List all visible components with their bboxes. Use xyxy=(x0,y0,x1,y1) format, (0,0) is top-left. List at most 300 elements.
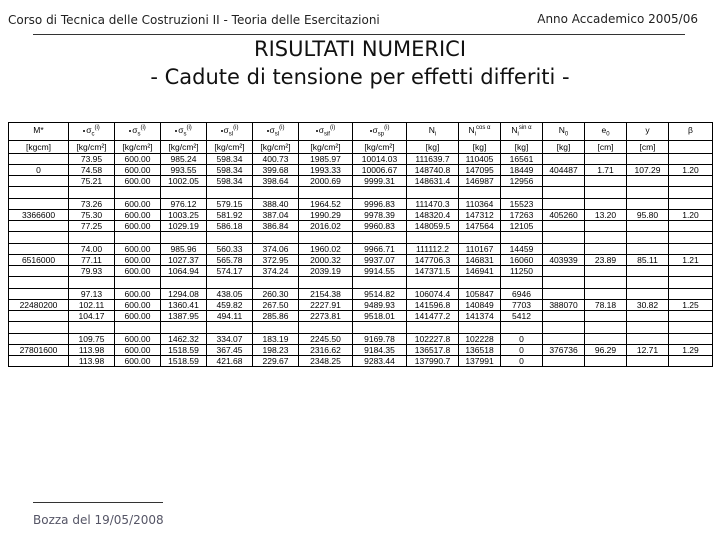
empty-cell xyxy=(161,231,207,243)
results-body xyxy=(9,153,713,366)
empty-cell xyxy=(299,276,353,288)
moment-cell xyxy=(9,153,69,164)
moment-cell xyxy=(9,265,69,276)
table-row xyxy=(9,355,713,366)
column-header-superscript: (i) xyxy=(279,125,285,131)
value-cell: 111639.7 xyxy=(407,153,459,164)
value-cell: 9996.83 xyxy=(353,198,407,209)
column-header xyxy=(543,123,585,141)
value-cell: 600.00 xyxy=(115,198,161,209)
empty-cell xyxy=(253,231,299,243)
value-cell: 229.67 xyxy=(253,355,299,366)
value-cell: 2227.91 xyxy=(299,299,353,310)
n0-cell xyxy=(543,355,585,366)
value-cell: 600.00 xyxy=(115,209,161,220)
column-header-symbol: σ xyxy=(269,124,275,135)
column-header-symbol: N xyxy=(511,124,518,135)
e0-cell xyxy=(585,175,627,186)
value-cell: 586.18 xyxy=(207,220,253,231)
n0-cell xyxy=(543,198,585,209)
empty-cell xyxy=(9,186,69,198)
value-cell: 146941 xyxy=(459,265,501,276)
column-header-subscript: 0 xyxy=(564,131,569,138)
n0-cell xyxy=(543,220,585,231)
empty-cell xyxy=(353,186,407,198)
value-cell: 74.58 xyxy=(69,164,115,175)
y-cell xyxy=(627,153,669,164)
e0-cell xyxy=(585,198,627,209)
y-cell: 12.71 xyxy=(627,344,669,355)
value-cell: 77.11 xyxy=(69,254,115,265)
column-header-symbol: y xyxy=(645,124,650,135)
value-cell: 387.04 xyxy=(253,209,299,220)
beta-cell xyxy=(669,355,713,366)
y-cell xyxy=(627,355,669,366)
column-header-subscript: i xyxy=(517,131,519,138)
beta-cell: 1.29 xyxy=(669,344,713,355)
value-cell: 600.00 xyxy=(115,153,161,164)
value-cell: 136517.8 xyxy=(407,344,459,355)
value-cell: 598.34 xyxy=(207,164,253,175)
value-cell: 0 xyxy=(501,344,543,355)
value-cell: 459.82 xyxy=(207,299,253,310)
value-cell: 9184.35 xyxy=(353,344,407,355)
empty-cell xyxy=(299,186,353,198)
empty-cell xyxy=(543,276,585,288)
n0-cell: 388070 xyxy=(543,299,585,310)
value-cell: 438.05 xyxy=(207,288,253,299)
column-header-subscript: i xyxy=(434,131,437,138)
table-row xyxy=(9,310,713,321)
value-cell: 1960.02 xyxy=(299,243,353,254)
beta-cell: 1.25 xyxy=(669,299,713,310)
value-cell: 148059.5 xyxy=(407,220,459,231)
value-cell: 1064.94 xyxy=(161,265,207,276)
value-cell: 367.45 xyxy=(207,344,253,355)
moment-cell xyxy=(9,310,69,321)
column-header-symbol: N xyxy=(558,124,565,135)
column-header xyxy=(353,123,407,141)
e0-cell xyxy=(585,310,627,321)
value-cell: 147312 xyxy=(459,209,501,220)
value-cell: 1518.59 xyxy=(161,344,207,355)
empty-cell xyxy=(253,321,299,333)
value-cell: 75.21 xyxy=(69,175,115,186)
column-header-subscript: sl xyxy=(274,131,280,138)
column-header-subscript: s xyxy=(137,131,141,138)
empty-cell xyxy=(9,321,69,333)
n0-cell xyxy=(543,265,585,276)
value-cell: 372.95 xyxy=(253,254,299,265)
column-header-superscript: (i) xyxy=(384,125,390,131)
value-cell: 141596.8 xyxy=(407,299,459,310)
empty-cell xyxy=(459,186,501,198)
y-cell xyxy=(627,333,669,344)
y-cell: 30.82 xyxy=(627,299,669,310)
table-row xyxy=(9,164,713,175)
value-cell: 16060 xyxy=(501,254,543,265)
column-header-superscript: (i) xyxy=(233,125,239,131)
empty-cell xyxy=(207,276,253,288)
column-header-subscript: i xyxy=(474,131,476,138)
empty-cell xyxy=(69,321,115,333)
empty-cell xyxy=(115,321,161,333)
value-cell: 374.06 xyxy=(253,243,299,254)
value-cell: 148320.4 xyxy=(407,209,459,220)
empty-cell xyxy=(669,186,713,198)
moment-cell xyxy=(9,175,69,186)
table-row xyxy=(9,175,713,186)
value-cell: 10006.67 xyxy=(353,164,407,175)
value-cell: 600.00 xyxy=(115,299,161,310)
results-table xyxy=(8,122,713,367)
n0-cell xyxy=(543,175,585,186)
value-cell: 9518.01 xyxy=(353,310,407,321)
dot-icon xyxy=(370,130,372,132)
value-cell: 600.00 xyxy=(115,243,161,254)
column-header-subscript: 0 xyxy=(606,131,610,138)
value-cell: 598.34 xyxy=(207,153,253,164)
table-row xyxy=(9,243,713,254)
beta-cell: 1.20 xyxy=(669,209,713,220)
n0-cell: 404487 xyxy=(543,164,585,175)
empty-cell xyxy=(459,276,501,288)
beta-cell xyxy=(669,265,713,276)
value-cell: 102.11 xyxy=(69,299,115,310)
course-title: Corso di Tecnica delle Costruzioni II - Teoria delle Esercitazioni xyxy=(8,13,380,27)
n0-cell xyxy=(543,310,585,321)
y-cell xyxy=(627,220,669,231)
value-cell: 1294.08 xyxy=(161,288,207,299)
value-cell: 9489.93 xyxy=(353,299,407,310)
beta-cell xyxy=(669,220,713,231)
value-cell: 565.78 xyxy=(207,254,253,265)
unit-cell: [kg] xyxy=(543,140,585,153)
value-cell: 147564 xyxy=(459,220,501,231)
value-cell: 1029.19 xyxy=(161,220,207,231)
empty-cell xyxy=(407,231,459,243)
n0-cell xyxy=(543,288,585,299)
value-cell: 285.86 xyxy=(253,310,299,321)
value-cell: 11250 xyxy=(501,265,543,276)
empty-cell xyxy=(353,231,407,243)
value-cell: 146987 xyxy=(459,175,501,186)
column-header-symbol: σ xyxy=(318,124,324,135)
spacer-row xyxy=(9,186,713,198)
value-cell: 398.64 xyxy=(253,175,299,186)
empty-cell xyxy=(543,321,585,333)
unit-cell: [kg/cm²] xyxy=(207,140,253,153)
column-header-subscript: sif xyxy=(323,131,330,138)
value-cell: 2245.50 xyxy=(299,333,353,344)
value-cell: 976.12 xyxy=(161,198,207,209)
value-cell: 0 xyxy=(501,333,543,344)
empty-cell xyxy=(669,276,713,288)
value-cell: 600.00 xyxy=(115,220,161,231)
spacer-row xyxy=(9,231,713,243)
value-cell: 12956 xyxy=(501,175,543,186)
column-header xyxy=(253,123,299,141)
value-cell: 113.98 xyxy=(69,344,115,355)
value-cell: 110167 xyxy=(459,243,501,254)
column-header-symbol: σ xyxy=(178,124,184,135)
beta-cell xyxy=(669,333,713,344)
draft-date: Bozza del 19/05/2008 xyxy=(33,513,164,527)
empty-cell xyxy=(585,186,627,198)
empty-cell xyxy=(543,231,585,243)
value-cell: 73.95 xyxy=(69,153,115,164)
value-cell: 2316.62 xyxy=(299,344,353,355)
unit-cell: [kg] xyxy=(459,140,501,153)
empty-cell xyxy=(407,186,459,198)
column-header xyxy=(627,123,669,141)
value-cell: 16561 xyxy=(501,153,543,164)
empty-cell xyxy=(501,186,543,198)
e0-cell: 23.89 xyxy=(585,254,627,265)
value-cell: 1003.25 xyxy=(161,209,207,220)
column-header-subscript: c xyxy=(91,131,95,138)
unit-cell: [kg] xyxy=(407,140,459,153)
value-cell: 183.19 xyxy=(253,333,299,344)
column-header-superscript: (i) xyxy=(140,125,146,131)
empty-cell xyxy=(407,276,459,288)
value-cell: 374.24 xyxy=(253,265,299,276)
value-cell: 993.55 xyxy=(161,164,207,175)
column-header-symbol: N xyxy=(468,124,475,135)
empty-cell xyxy=(9,231,69,243)
y-cell xyxy=(627,265,669,276)
value-cell: 2016.02 xyxy=(299,220,353,231)
value-cell: 9966.71 xyxy=(353,243,407,254)
value-cell: 400.73 xyxy=(253,153,299,164)
dot-icon xyxy=(129,130,131,132)
value-cell: 111470.3 xyxy=(407,198,459,209)
value-cell: 10014.03 xyxy=(353,153,407,164)
unit-cell: [cm] xyxy=(627,140,669,153)
value-cell: 110405 xyxy=(459,153,501,164)
value-cell: 74.00 xyxy=(69,243,115,254)
table-row xyxy=(9,220,713,231)
table-row xyxy=(9,265,713,276)
value-cell: 9914.55 xyxy=(353,265,407,276)
e0-cell xyxy=(585,333,627,344)
column-header xyxy=(501,123,543,141)
value-cell: 9960.83 xyxy=(353,220,407,231)
value-cell: 388.40 xyxy=(253,198,299,209)
column-header-subscript: s xyxy=(183,131,187,138)
value-cell: 421.68 xyxy=(207,355,253,366)
empty-cell xyxy=(115,276,161,288)
value-cell: 1387.95 xyxy=(161,310,207,321)
beta-cell: 1.20 xyxy=(669,164,713,175)
dot-icon xyxy=(267,130,269,132)
table-row xyxy=(9,153,713,164)
empty-cell xyxy=(161,186,207,198)
empty-cell xyxy=(585,276,627,288)
empty-cell xyxy=(585,321,627,333)
empty-cell xyxy=(669,231,713,243)
unit-header-row xyxy=(9,140,713,153)
value-cell: 1027.37 xyxy=(161,254,207,265)
empty-cell xyxy=(161,321,207,333)
value-cell: 198.23 xyxy=(253,344,299,355)
academic-year: Anno Accademico 2005/06 xyxy=(537,12,698,26)
value-cell: 2273.81 xyxy=(299,310,353,321)
beta-cell xyxy=(669,243,713,254)
page-subtitle: - Cadute di tensione per effetti differiti - xyxy=(150,65,570,89)
moment-cell xyxy=(9,355,69,366)
y-cell xyxy=(627,243,669,254)
empty-cell xyxy=(253,276,299,288)
empty-cell xyxy=(299,321,353,333)
beta-cell xyxy=(669,310,713,321)
unit-cell: [kg] xyxy=(501,140,543,153)
unit-cell: [kg/cm²] xyxy=(69,140,115,153)
column-header-superscript: (i) xyxy=(186,125,192,131)
value-cell: 6946 xyxy=(501,288,543,299)
beta-cell xyxy=(669,288,713,299)
moment-cell: 3366600 xyxy=(9,209,69,220)
beta-cell xyxy=(669,153,713,164)
value-cell: 97.13 xyxy=(69,288,115,299)
dot-icon xyxy=(221,130,223,132)
value-cell: 985.96 xyxy=(161,243,207,254)
empty-cell xyxy=(69,231,115,243)
value-cell: 9937.07 xyxy=(353,254,407,265)
column-header-symbol: σ xyxy=(86,124,92,135)
y-cell xyxy=(627,198,669,209)
n0-cell: 405260 xyxy=(543,209,585,220)
value-cell: 111112.2 xyxy=(407,243,459,254)
column-header-superscript: (i) xyxy=(94,125,100,131)
empty-cell xyxy=(353,321,407,333)
column-header-subscript: sp xyxy=(377,131,385,138)
value-cell: 985.24 xyxy=(161,153,207,164)
y-cell xyxy=(627,310,669,321)
value-cell: 1518.59 xyxy=(161,355,207,366)
column-header-symbol: N xyxy=(428,124,435,135)
moment-cell xyxy=(9,198,69,209)
empty-cell xyxy=(407,321,459,333)
unit-cell: [kg/cm²] xyxy=(161,140,207,153)
column-header xyxy=(407,123,459,141)
value-cell: 2000.69 xyxy=(299,175,353,186)
spacer-row xyxy=(9,321,713,333)
unit-cell: [cm] xyxy=(585,140,627,153)
value-cell: 574.17 xyxy=(207,265,253,276)
moment-cell xyxy=(9,243,69,254)
value-cell: 79.93 xyxy=(69,265,115,276)
unit-cell: [kg/cm²] xyxy=(353,140,407,153)
table-row xyxy=(9,333,713,344)
empty-cell xyxy=(9,276,69,288)
e0-cell xyxy=(585,288,627,299)
value-cell: 105847 xyxy=(459,288,501,299)
value-cell: 2348.25 xyxy=(299,355,353,366)
value-cell: 386.84 xyxy=(253,220,299,231)
empty-cell xyxy=(115,186,161,198)
e0-cell xyxy=(585,355,627,366)
table-row xyxy=(9,254,713,265)
column-header xyxy=(115,123,161,141)
empty-cell xyxy=(253,186,299,198)
value-cell: 600.00 xyxy=(115,344,161,355)
empty-cell xyxy=(69,276,115,288)
empty-cell xyxy=(69,186,115,198)
value-cell: 334.07 xyxy=(207,333,253,344)
value-cell: 600.00 xyxy=(115,355,161,366)
value-cell: 600.00 xyxy=(115,175,161,186)
e0-cell xyxy=(585,243,627,254)
value-cell: 147706.3 xyxy=(407,254,459,265)
e0-cell xyxy=(585,265,627,276)
moment-cell: 22480200 xyxy=(9,299,69,310)
empty-cell xyxy=(501,321,543,333)
unit-cell: [kg/cm²] xyxy=(299,140,353,153)
empty-cell xyxy=(627,231,669,243)
y-cell xyxy=(627,175,669,186)
column-header xyxy=(207,123,253,141)
value-cell: 600.00 xyxy=(115,310,161,321)
column-header-subscript: sl xyxy=(228,131,234,138)
column-header-superscript: cos α xyxy=(476,125,491,131)
value-cell: 148631.4 xyxy=(407,175,459,186)
value-cell: 137991 xyxy=(459,355,501,366)
empty-cell xyxy=(627,321,669,333)
e0-cell: 1.71 xyxy=(585,164,627,175)
value-cell: 18449 xyxy=(501,164,543,175)
value-cell: 109.75 xyxy=(69,333,115,344)
column-header-symbol: e xyxy=(601,124,607,135)
beta-cell xyxy=(669,198,713,209)
value-cell: 12105 xyxy=(501,220,543,231)
value-cell: 77.25 xyxy=(69,220,115,231)
column-header xyxy=(161,123,207,141)
y-cell xyxy=(627,288,669,299)
unit-cell: [kgcm] xyxy=(9,140,69,153)
empty-cell xyxy=(501,276,543,288)
value-cell: 600.00 xyxy=(115,265,161,276)
empty-cell xyxy=(115,231,161,243)
value-cell: 102227.8 xyxy=(407,333,459,344)
value-cell: 113.98 xyxy=(69,355,115,366)
table-row xyxy=(9,198,713,209)
empty-cell xyxy=(353,276,407,288)
value-cell: 1964.52 xyxy=(299,198,353,209)
n0-cell: 403939 xyxy=(543,254,585,265)
value-cell: 2039.19 xyxy=(299,265,353,276)
empty-cell xyxy=(627,186,669,198)
column-header-superscript: (i) xyxy=(329,125,336,131)
beta-cell xyxy=(669,175,713,186)
value-cell: 9283.44 xyxy=(353,355,407,366)
value-cell: 73.26 xyxy=(69,198,115,209)
column-header-symbol: σ xyxy=(372,124,378,135)
value-cell: 17263 xyxy=(501,209,543,220)
value-cell: 1360.41 xyxy=(161,299,207,310)
empty-cell xyxy=(207,186,253,198)
column-header xyxy=(669,123,713,141)
column-header xyxy=(299,123,353,141)
value-cell: 140849 xyxy=(459,299,501,310)
moment-cell xyxy=(9,333,69,344)
value-cell: 141477.2 xyxy=(407,310,459,321)
value-cell: 9169.78 xyxy=(353,333,407,344)
empty-cell xyxy=(299,231,353,243)
column-header xyxy=(9,123,69,141)
dot-icon xyxy=(316,130,318,132)
value-cell: 5412 xyxy=(501,310,543,321)
